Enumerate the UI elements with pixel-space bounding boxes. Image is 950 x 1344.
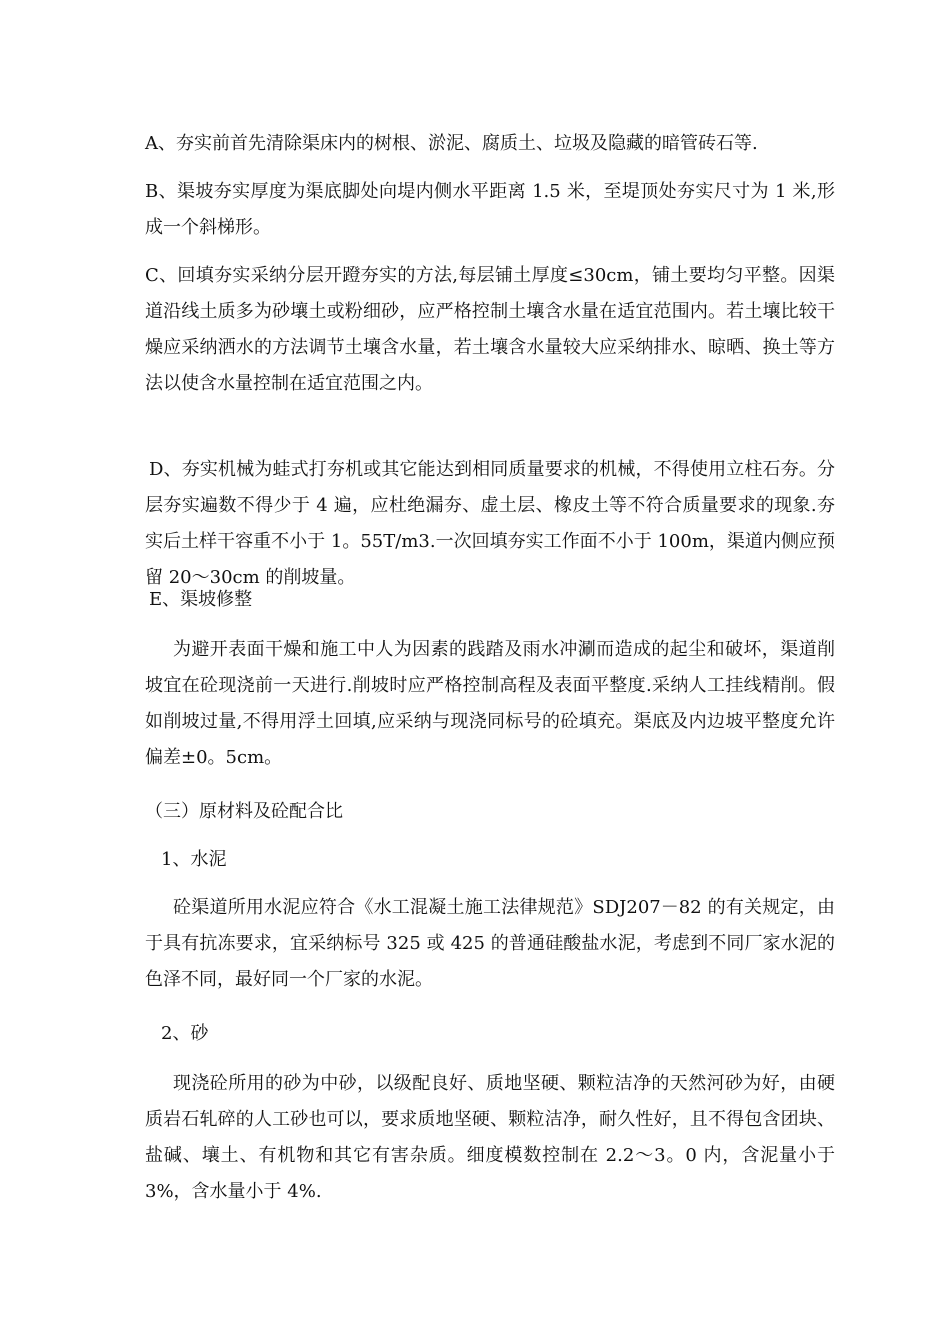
paragraph-a: A、夯实前首先清除渠床内的树根、淤泥、腐质土、垃圾及隐藏的暗管砖石等. xyxy=(145,133,758,154)
heading-cement: 1、水泥 xyxy=(161,849,227,870)
paragraph-b: B、渠坡夯实厚度为渠底脚处向堤内侧水平距离 1.5 米，至堤顶处夯实尺寸为 1 米,形成一个斜梯形。 xyxy=(145,181,835,238)
heading-e: E、渠坡修整 xyxy=(149,589,253,610)
section-heading-materials: （三）原材料及砼配合比 xyxy=(145,801,343,822)
paragraph-sand: 现浇砼所用的砂为中砂，以级配良好、质地坚硬、颗粒洁净的天然河砂为好，由硬质岩石轧碎的人工砂也可以，要求质地坚硬、颗粒洁净，耐久性好，且不得包含团块、盐碱、壤土、有机物和其它有害杂质。细度模数控制在 2.2～3。0 内，含泥量小于 3%，含水量小于 4%. xyxy=(145,1073,835,1202)
paragraph-c: C、回填夯实采纳分层开蹬夯实的方法,每层铺土厚度≤30cm，铺土要均匀平整。因渠道沿线土质多为砂壤土或粉细砂，应严格控制土壤含水量在适宜范围内。若土壤比较干燥应采纳洒水的方法调节土壤含水量，若土壤含水量较大应采纳排水、晾晒、换土等方法以使含水量控制在适宜范围之内。 xyxy=(145,265,835,394)
paragraph-cement: 砼渠道所用水泥应符合《水工混凝土施工法律规范》SDJ207－82 的有关规定，由于具有抗冻要求，宜采纳标号 325 或 425 的普通硅酸盐水泥，考虑到不同厂家水泥的色泽不同，最好同一个厂家的水泥。 xyxy=(145,897,835,990)
paragraph-d: D、夯实机械为蛙式打夯机或其它能达到相同质量要求的机械，不得使用立柱石夯。分层夯实遍数不得少于 4 遍，应杜绝漏夯、虚土层、橡皮土等不符合质量要求的现象.夯实后土样干容重不小于 1。55T/m3.一次回填夯实工作面不小于 100m，渠道内侧应预留 20～30cm 的削坡量。 xyxy=(145,459,835,588)
paragraph-e-body: 为避开表面干燥和施工中人为因素的践踏及雨水冲涮而造成的起尘和破坏，渠道削坡宜在砼现浇前一天进行.削坡时应严格控制高程及表面平整度.采纳人工挂线精削。假如削坡过量,不得用浮土回填,应采纳与现浇同标号的砼填充。渠底及内边坡平整度允许偏差±0。5cm。 xyxy=(145,639,835,768)
heading-sand: 2、砂 xyxy=(161,1023,209,1044)
